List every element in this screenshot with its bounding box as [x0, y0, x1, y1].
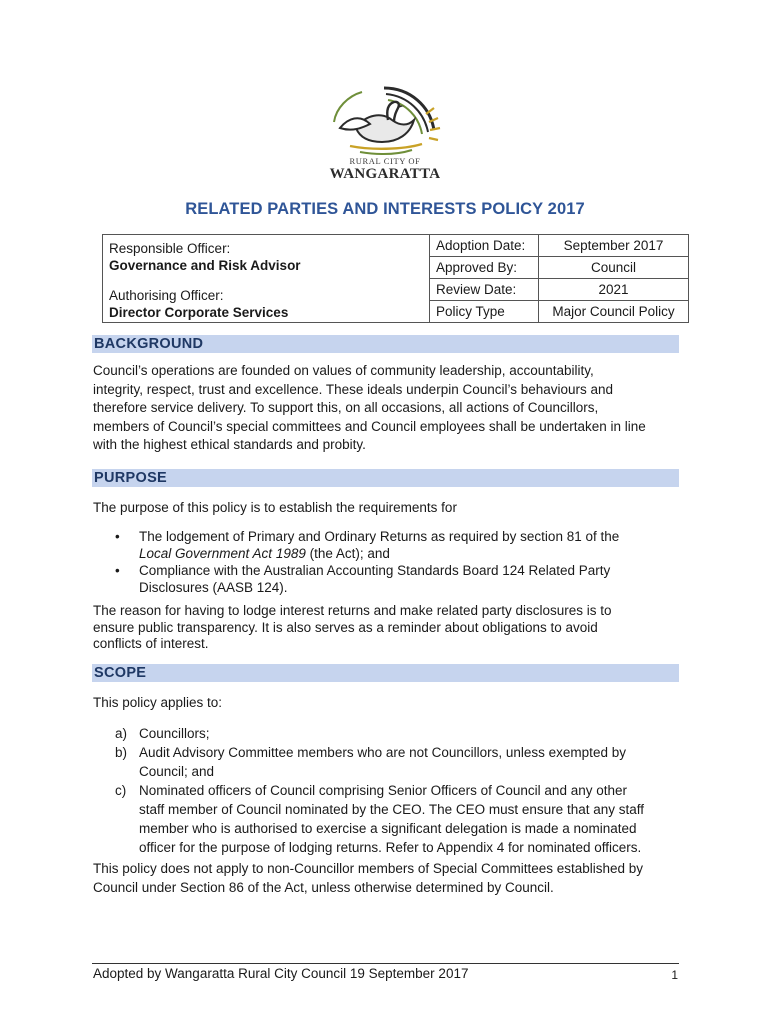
act-name: Local Government Act 1989: [139, 545, 306, 561]
list-item-line: Councillors;: [139, 726, 210, 741]
scope-closing-paragraph: [93, 860, 693, 897]
authorising-officer-value: Director Corporate Services: [109, 305, 289, 320]
list-item-line: [139, 546, 693, 563]
paragraph-line: integrity, respect, trust and excellence. These ideals underpin Council’s behaviours and: [93, 381, 614, 397]
list-item-line: The lodgement of Primary and Ordinary Returns as required by section 81 of the: [139, 529, 620, 544]
section-heading-text: BACKGROUND: [94, 336, 204, 352]
paragraph-line: The reason for having to lodge interest returns and make related party disclosures is to: [93, 603, 612, 618]
responsible-officer-label: Responsible Officer:: [109, 241, 231, 256]
list-item-line: staff member of Council nominated by the CEO. The CEO must ensure that any staff: [139, 802, 644, 817]
bullet-icon: •: [115, 529, 120, 544]
section-heading-background: [92, 335, 679, 353]
list-item: [93, 743, 693, 781]
bird-emblem-icon: [326, 84, 444, 156]
list-item-line: officer for the purpose of lodging returns. Refer to Appendix 4 for nominated officers.: [139, 840, 642, 855]
section-heading-text: PURPOSE: [94, 470, 168, 486]
adoption-date-label: Adoption Date:: [430, 235, 539, 257]
policy-info-table: [102, 234, 689, 323]
list-item-line: Council; and: [139, 764, 215, 779]
paragraph-line: This policy does not apply to non-Councillor members of Special Committees established by: [93, 861, 644, 876]
adoption-date-value: September 2017: [539, 235, 689, 257]
policy-type-label: Policy Type: [430, 301, 539, 323]
authorising-officer-label: Authorising Officer:: [109, 288, 224, 303]
policy-type-value: Major Council Policy: [539, 301, 689, 323]
list-item-line: Disclosures (AASB 124).: [139, 579, 288, 595]
purpose-bullet-list: [93, 529, 693, 597]
list-item: [93, 724, 693, 743]
section-heading-text: SCOPE: [94, 665, 147, 681]
footer-adoption-text: Adopted by Wangaratta Rural City Council 19 September 2017: [93, 966, 469, 981]
list-item-text: (the Act); and: [305, 545, 390, 561]
scope-list: [93, 724, 693, 857]
paragraph-line: members of Council’s special committees and Council employees shall be undertaken in line: [93, 418, 646, 434]
section-heading-purpose: [92, 469, 679, 487]
page-number: 1: [671, 968, 678, 982]
section-heading-scope: [92, 664, 679, 682]
council-logo: [326, 84, 444, 188]
bullet-icon: •: [115, 563, 120, 578]
list-marker: b): [115, 745, 128, 760]
approved-by-label: Approved By:: [430, 257, 539, 279]
purpose-intro: The purpose of this policy is to establish the requirements for: [93, 500, 457, 515]
list-item-line: Audit Advisory Committee members who are not Councillors, unless exempted by: [139, 745, 626, 760]
list-marker: c): [115, 783, 127, 798]
list-marker: a): [115, 726, 128, 741]
approved-by-value: Council: [539, 257, 689, 279]
review-date-label: Review Date:: [430, 279, 539, 301]
list-item: [93, 563, 693, 596]
logo-text-wangaratta: WANGARATTA: [329, 166, 441, 182]
document-title: RELATED PARTIES AND INTERESTS POLICY 2017: [185, 200, 585, 218]
list-item: [93, 529, 693, 562]
purpose-reason-paragraph: [93, 603, 693, 653]
background-paragraph: [93, 362, 693, 455]
officers-cell: [103, 235, 430, 323]
paragraph-line: conflicts of interest.: [93, 636, 209, 651]
paragraph-line: with the highest ethical standards and probity.: [93, 437, 366, 452]
list-item: [93, 781, 693, 857]
paragraph-line: Council’s operations are founded on values of community leadership, accountability,: [93, 363, 594, 378]
list-item-line: member who is authorised to exercise a significant delegation is made a nominated: [139, 821, 637, 836]
logo-text-rural-city-of: RURAL CITY OF: [349, 156, 421, 166]
responsible-officer-value: Governance and Risk Advisor: [109, 258, 301, 273]
footer-divider: [92, 963, 679, 964]
scope-intro: This policy applies to:: [93, 695, 223, 710]
paragraph-line: Council under Section 86 of the Act, unless otherwise determined by Council.: [93, 879, 554, 895]
list-item-line: Compliance with the Australian Accounting Standards Board 124 Related Party: [139, 563, 611, 578]
review-date-value: 2021: [539, 279, 689, 301]
paragraph-line: therefore service delivery. To support this, on all occasions, all actions of Councillors,: [93, 400, 599, 415]
list-item-line: Nominated officers of Council comprising Senior Officers of Council and any other: [139, 783, 627, 798]
paragraph-line: ensure public transparency. It is also serves as a reminder about obligations to avoid: [93, 619, 598, 635]
